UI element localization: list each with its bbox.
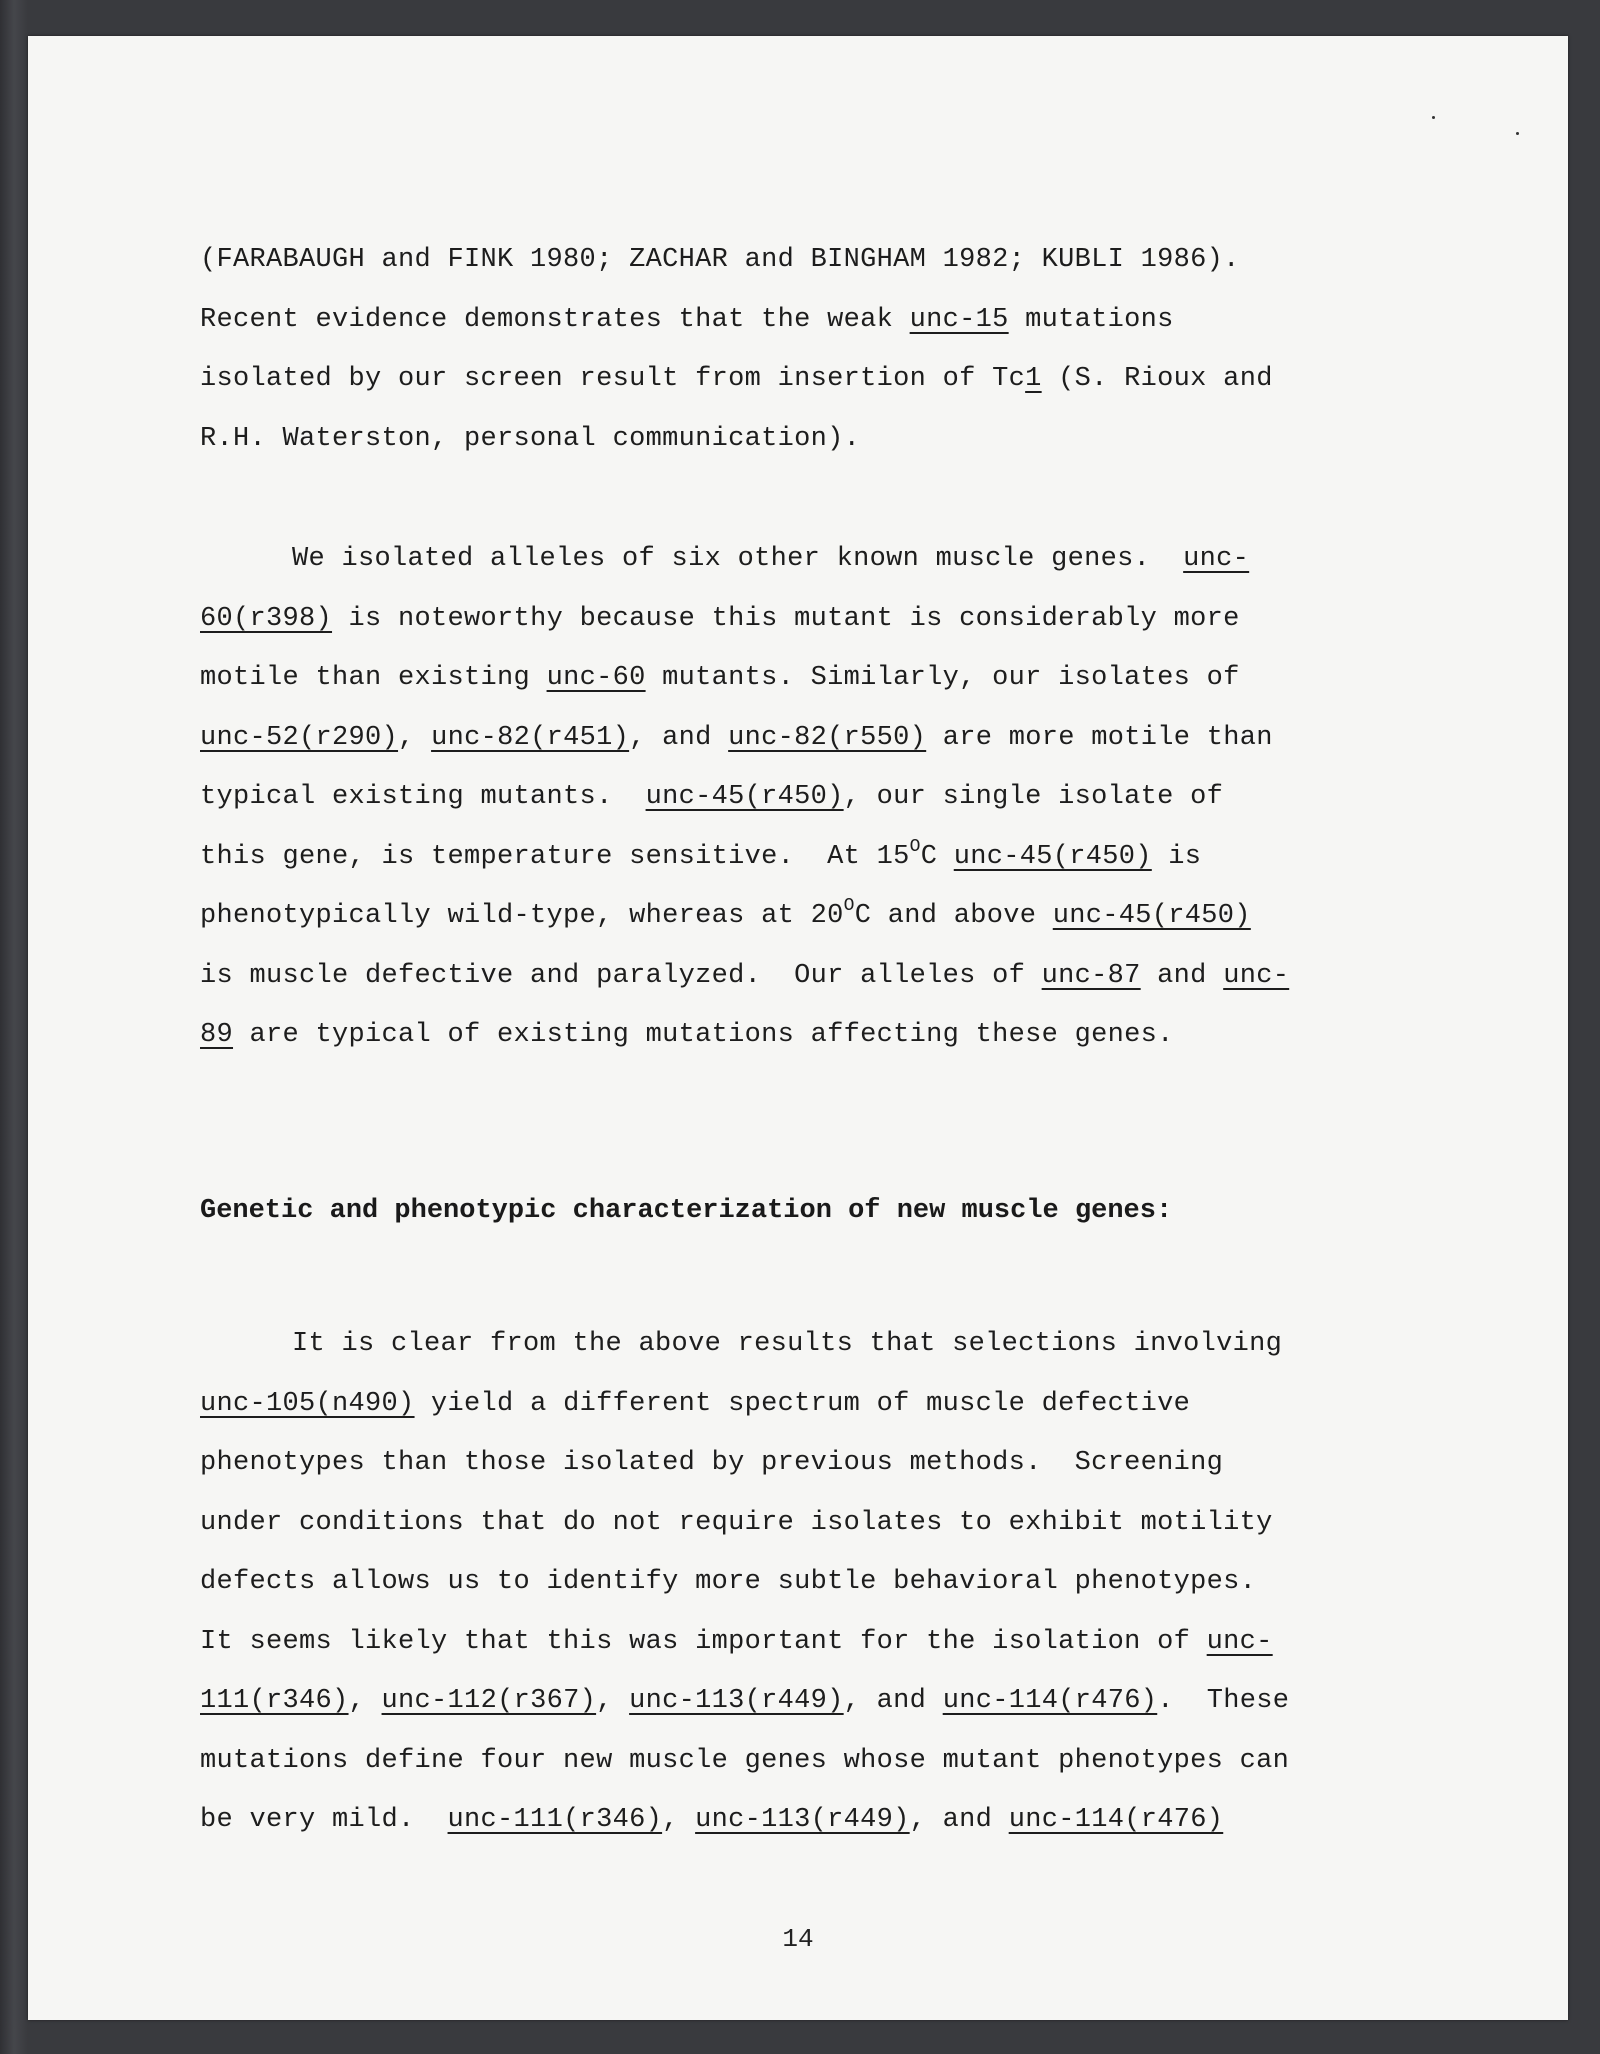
text-run: is muscle defective and paralyzed. Our alleles of	[200, 960, 1042, 991]
text-line	[200, 291, 1450, 351]
text-line	[200, 887, 1450, 947]
text-run: (FARABAUGH and FINK 1980; ZACHAR and BINGHAM 1982; KUBLI 1986).	[200, 245, 1240, 275]
text-run: phenotypically wild-type, whereas at 20	[200, 901, 844, 931]
text-line	[200, 828, 1450, 888]
text-run: (S. Rioux and	[1041, 364, 1273, 394]
text-line	[200, 1434, 1450, 1494]
gene-name: unc-45(r450)	[1052, 901, 1251, 931]
dust-speck	[1432, 116, 1435, 119]
text-run: It seems likely that this was important for the isolation of	[200, 1626, 1207, 1657]
text-run: Recent evidence demonstrates that the weak	[200, 304, 910, 335]
gene-name: unc-105(n490)	[200, 1388, 415, 1419]
gene-name: unc-60	[546, 663, 646, 693]
text-line	[200, 709, 1450, 769]
text-run: this gene, is temperature sensitive. At 15	[200, 841, 910, 872]
text-line	[200, 1553, 1450, 1613]
text-run: . These	[1157, 1686, 1290, 1716]
section-heading: Genetic and phenotypic characterization of new muscle genes:	[200, 1196, 1173, 1226]
text-run: C	[920, 841, 954, 872]
gene-name: unc-	[1183, 544, 1250, 574]
gene-name: unc-15	[909, 304, 1009, 335]
gene-name: unc-82(r550)	[728, 722, 927, 753]
text-run: We isolated alleles of six other known muscle genes.	[292, 544, 1184, 574]
dust-speck	[1516, 132, 1519, 135]
text-run: and	[1140, 960, 1224, 991]
text-line	[200, 1006, 1450, 1066]
text-run: , and	[629, 722, 729, 753]
text-run: is	[1151, 841, 1202, 872]
gene-name: unc-87	[1041, 960, 1141, 991]
degree-symbol: O	[843, 896, 855, 916]
text-line	[200, 410, 1450, 470]
text-run: are more motile than	[926, 722, 1273, 753]
text-line	[200, 1791, 1450, 1851]
text-run: motile than existing	[200, 663, 547, 693]
text-line	[200, 1375, 1450, 1435]
text-run: defects allows us to identify more subtle behavioral phenotypes.	[200, 1567, 1257, 1597]
gene-name: 60(r398)	[200, 603, 333, 634]
text-run: , and	[909, 1805, 1009, 1835]
text-line	[200, 1732, 1450, 1792]
text-run: ,	[662, 1805, 696, 1835]
text-run: , and	[843, 1686, 943, 1716]
gene-name: unc-45(r450)	[645, 782, 844, 812]
text-run: mutations	[1008, 304, 1174, 335]
page-number: 14	[782, 1924, 814, 1954]
gene-name: unc-113(r449)	[629, 1686, 844, 1716]
gene-name: unc-111(r346)	[447, 1805, 663, 1835]
text-line	[200, 231, 1450, 291]
text-line	[200, 590, 1450, 650]
text-run: is noteworthy because this mutant is considerably more	[332, 603, 1240, 634]
text-line	[200, 947, 1450, 1007]
text-line	[200, 1613, 1450, 1673]
text-run: ,	[596, 1686, 630, 1716]
text-run: ,	[398, 722, 432, 753]
text-run: are typical of existing mutations affecting these genes.	[233, 1020, 1174, 1050]
text-run: typical existing mutants.	[200, 782, 646, 812]
gene-name: 1	[1025, 364, 1042, 394]
gene-name: 111(r346)	[200, 1686, 349, 1716]
gene-name: unc-112(r367)	[381, 1686, 597, 1716]
gene-name: 89	[200, 1020, 234, 1050]
text-line	[200, 1672, 1450, 1732]
text-run: mutations define four new muscle genes whose mutant phenotypes can	[200, 1745, 1290, 1776]
text-line	[200, 1494, 1450, 1554]
text-line	[200, 649, 1450, 709]
document-page	[28, 36, 1568, 2020]
gene-name: unc-82(r451)	[431, 722, 630, 753]
text-line	[200, 768, 1450, 828]
text-run: under conditions that do not require isolates to exhibit motility	[200, 1507, 1273, 1538]
gene-name: unc-114(r476)	[1008, 1805, 1224, 1835]
text-run: It is clear from the above results that selections involving	[292, 1329, 1283, 1359]
gene-name: unc-113(r449)	[695, 1805, 910, 1835]
text-run: R.H. Waterston, personal communication).	[200, 423, 861, 454]
text-run: be very mild.	[200, 1805, 448, 1835]
text-line	[200, 530, 1450, 590]
gene-name: unc-52(r290)	[200, 722, 399, 753]
text-run: , our single isolate of	[843, 782, 1224, 812]
gene-name: unc-	[1223, 960, 1290, 991]
degree-symbol: O	[909, 836, 921, 857]
text-run: mutants. Similarly, our isolates of	[645, 663, 1240, 693]
paragraph-1	[200, 231, 1450, 469]
text-line	[200, 1315, 1450, 1375]
text-run: phenotypes than those isolated by previous methods. Screening	[200, 1448, 1224, 1478]
text-run: isolated by our screen result from insertion of Tc	[200, 364, 1026, 394]
paragraph-3	[200, 1315, 1450, 1851]
text-line	[200, 350, 1450, 410]
gene-name: unc-114(r476)	[942, 1686, 1158, 1716]
text-run: yield a different spectrum of muscle defective	[414, 1388, 1191, 1419]
gene-name: unc-45(r450)	[953, 841, 1152, 872]
gene-name: unc-	[1206, 1626, 1273, 1657]
text-run: ,	[348, 1686, 382, 1716]
text-run: C and above	[854, 901, 1053, 931]
paragraph-2	[200, 530, 1450, 1066]
